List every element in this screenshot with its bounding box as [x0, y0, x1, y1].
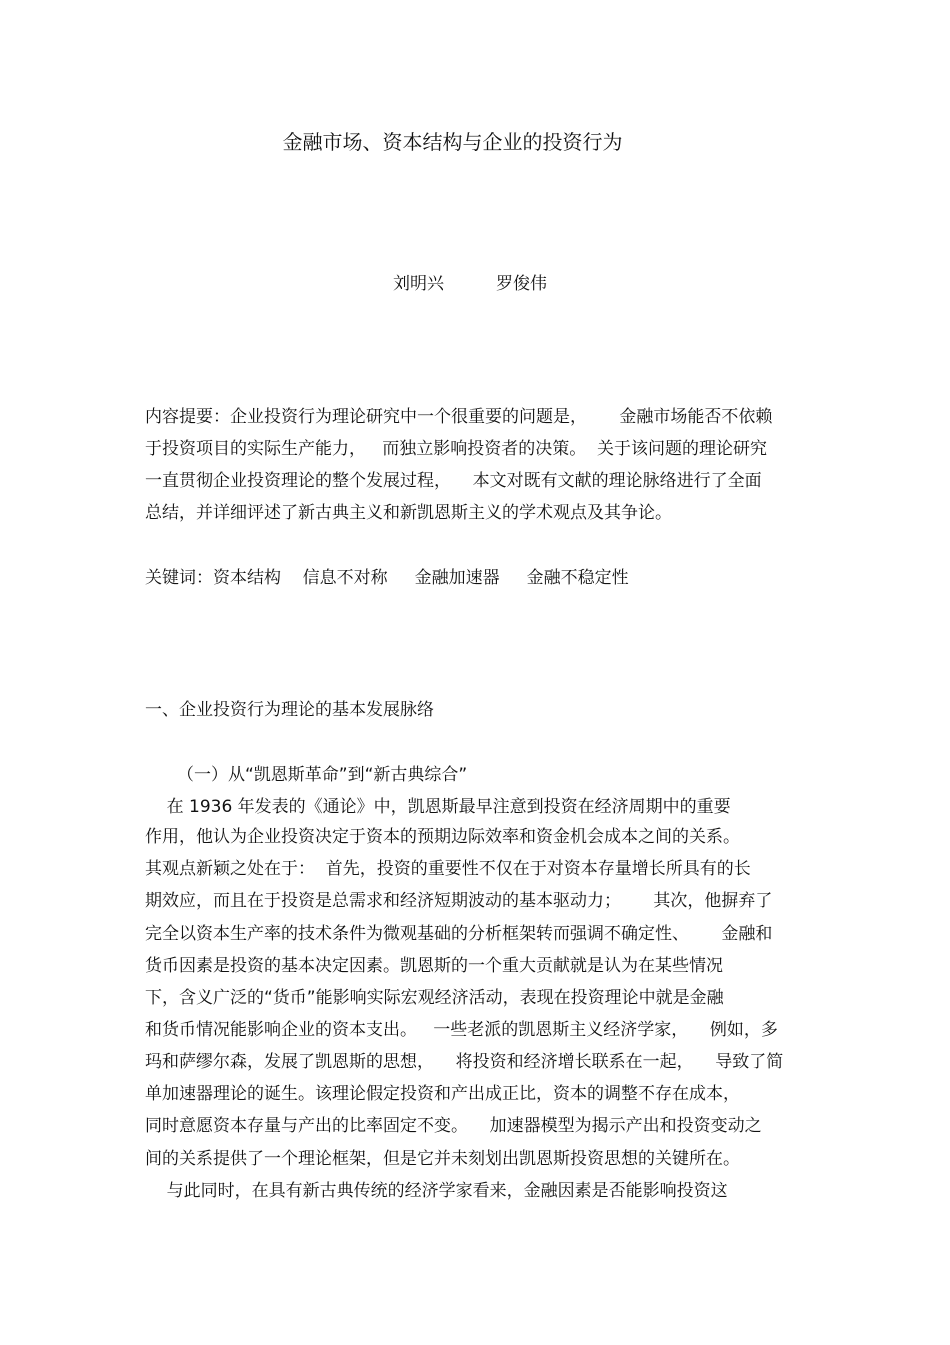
body-line: 与此同时，在具有新古典传统的经济学家看来，金融因素是否能影响投资这 [145, 1181, 728, 1201]
body-line: 和货币情况能影响企业的资本支出。 一些老派的凯恩斯主义经济学家， 例如，多 [145, 1020, 778, 1040]
body-line: 下，含义广泛的“货币”能影响实际宏观经济活动，表现在投资理论中就是金融 [145, 988, 724, 1008]
body-line: 同时意愿资本存量与产出的比率固定不变。 加速器模型为揭示产出和投资变动之 [145, 1116, 762, 1136]
abstract-line: 一直贯彻企业投资理论的整个发展过程， 本文对既有文献的理论脉络进行了全面 [145, 471, 762, 491]
author-name: 刘明兴 [393, 274, 444, 294]
abstract-line: 于投资项目的实际生产能力， 而独立影响投资者的决策。 关于该问题的理论研究 [145, 439, 768, 459]
author-list [393, 273, 547, 295]
body-line: 期效应，而且在于投资是总需求和经济短期波动的基本驱动力； 其次，他摒弃了 [145, 891, 773, 911]
subsection-heading: （一）从“凯恩斯革命”到“新古典综合” [177, 765, 468, 785]
body-line: 其观点新颖之处在于： 首先，投资的重要性不仅在于对资本存量增长所具有的长 [145, 859, 751, 879]
body-line: 单加速器理论的诞生。该理论假定投资和产出成正比，资本的调整不存在成本， [145, 1084, 740, 1104]
body-line: 货币因素是投资的基本决定因素。凯恩斯的一个重大贡献就是认为在某些情况 [145, 956, 723, 976]
body-line: 在 1936 年发表的《通论》中，凯恩斯最早注意到投资在经济周期中的重要 [145, 797, 731, 817]
author-name: 罗俊伟 [496, 274, 547, 294]
abstract-line: 总结，并详细评述了新古典主义和新凯恩斯主义的学术观点及其争论。 [145, 503, 672, 523]
section-heading: 一、企业投资行为理论的基本发展脉络 [145, 700, 434, 720]
keywords-line: 关键词：资本结构 信息不对称 金融加速器 金融不稳定性 [145, 568, 629, 588]
body-line: 完全以资本生产率的技术条件为微观基础的分析框架转而强调不确定性、 金融和 [145, 924, 773, 944]
body-line: 间的关系提供了一个理论框架，但是它并未刻划出凯恩斯投资思想的关键所在。 [145, 1149, 740, 1169]
body-line: 作用，他认为企业投资决定于资本的预期边际效率和资金机会成本之间的关系。 [145, 827, 740, 847]
body-line: 玛和萨缪尔森，发展了凯恩斯的思想， 将投资和经济增长联系在一起， 导致了简 [145, 1052, 784, 1072]
paper-title: 金融市场、资本结构与企业的投资行为 [282, 130, 623, 154]
abstract-line: 内容提要：企业投资行为理论研究中一个很重要的问题是， 金融市场能否不依赖 [145, 407, 773, 427]
